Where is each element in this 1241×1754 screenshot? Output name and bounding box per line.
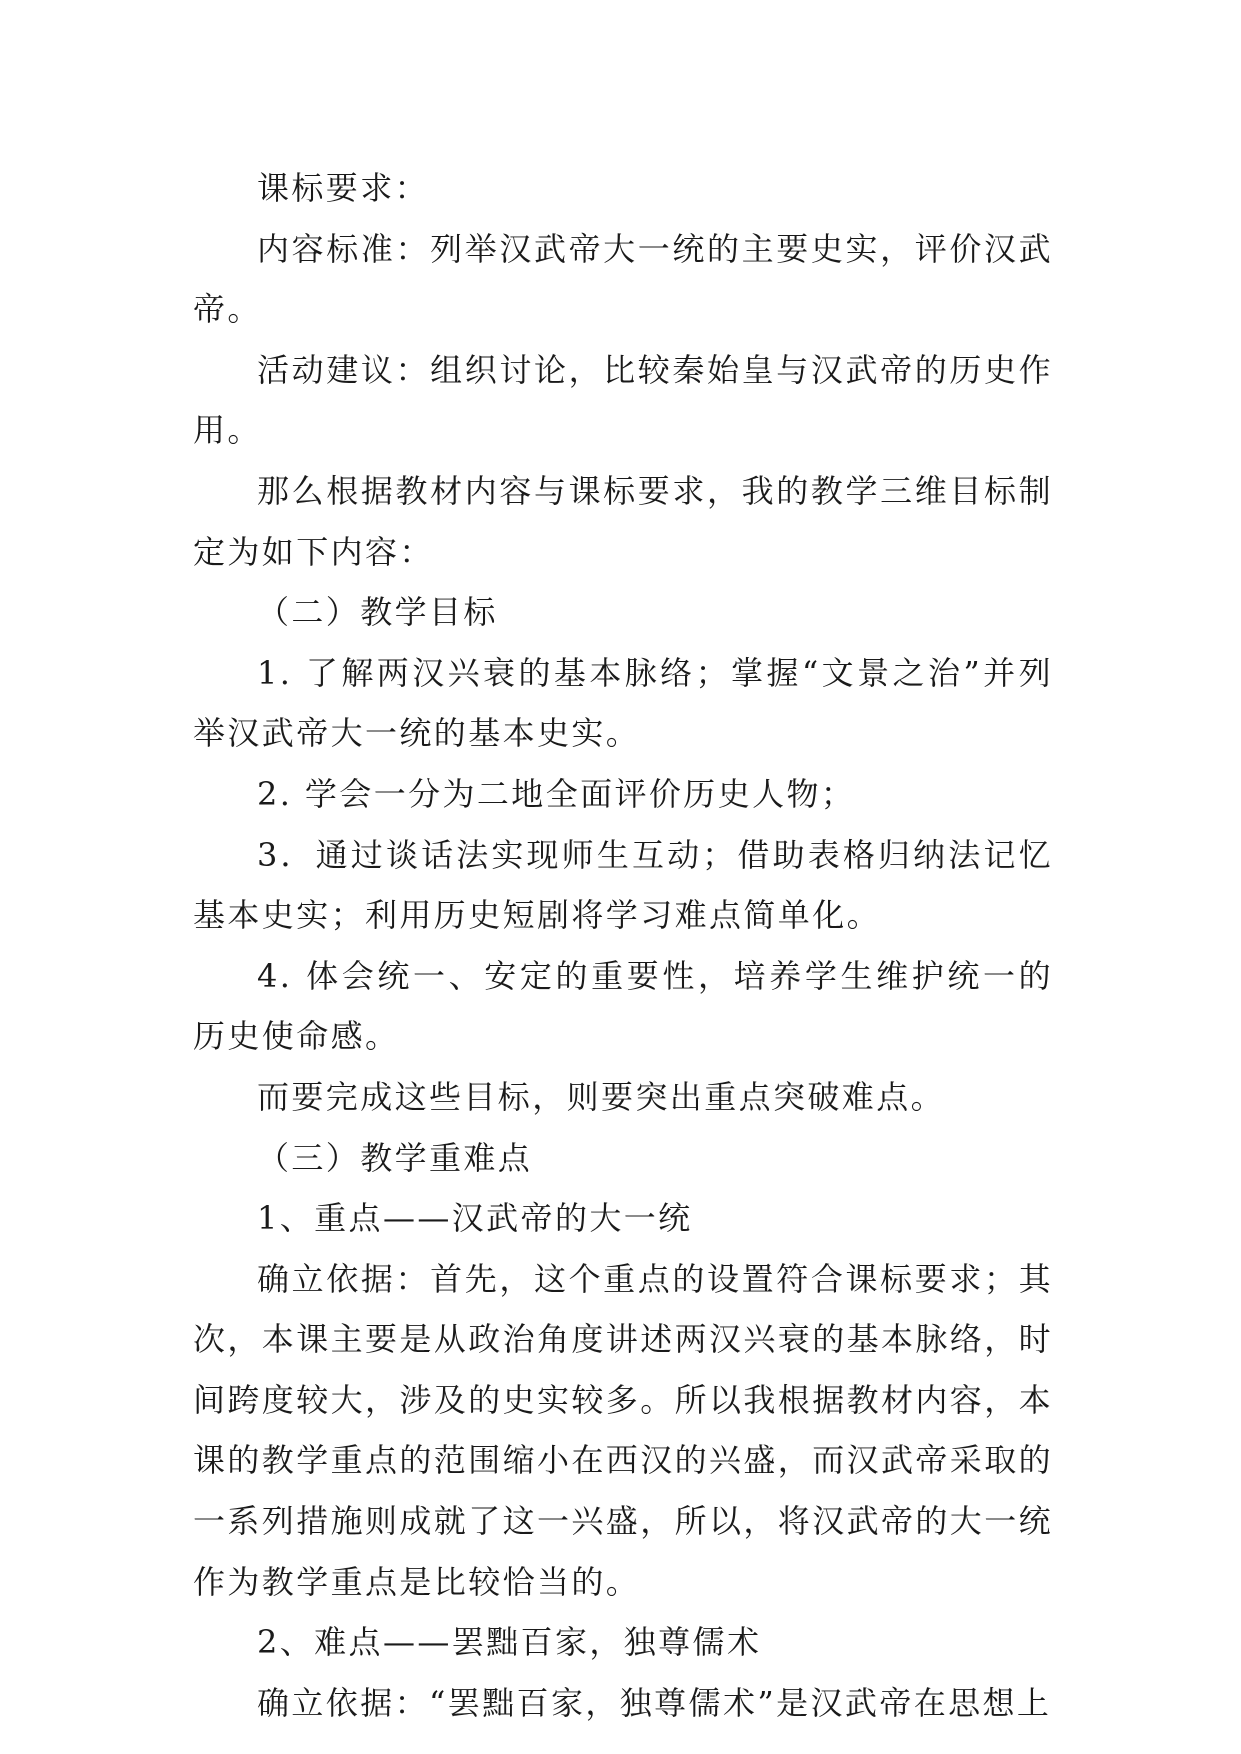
- objective-item-1: 1. 了解两汉兴衰的基本脉络；掌握“文景之治”并列举汉武帝大一统的基本史实。: [193, 653, 1053, 753]
- difficulty-title: 2、难点——罢黜百家，独尊儒术: [257, 1623, 762, 1662]
- objectives-intro-paragraph: 那么根据教材内容与课标要求，我的教学三维目标制定为如下内容：: [193, 471, 1053, 571]
- section-heading-key-points: （三）教学重难点: [257, 1138, 533, 1177]
- objective-item-2: 2. 学会一分为二地全面评价历史人物；: [257, 774, 856, 813]
- section-heading-objectives: （二）教学目标: [257, 593, 498, 632]
- course-standard-heading: 课标要求：: [257, 169, 430, 207]
- transition-paragraph: 而要完成这些目标，则要突出重点突破难点。: [257, 1077, 946, 1116]
- content-standard-paragraph: 内容标准：列举汉武帝大一统的主要史实，评价汉武帝。: [193, 229, 1053, 329]
- activity-suggestion-paragraph: 活动建议：组织讨论，比较秦始皇与汉武帝的历史作用。: [193, 350, 1053, 450]
- key-point-title: 1、重点——汉武帝的大一统: [257, 1199, 693, 1238]
- difficulty-rationale: 确立依据：“罢黜百家，独尊儒术”是汉武帝在思想上: [257, 1683, 1052, 1722]
- key-point-rationale: 确立依据：首先，这个重点的设置符合课标要求；其次，本课主要是从政治角度讲述两汉兴衰的基本脉络，时间跨度较大，涉及的史实较多。所以我根据教材内容，本课的教学重点的范围缩小在西汉的兴盛，而汉武帝采取的一系列措施则成就了这一兴盛，所以，将汉武帝的大一统作为教学重点是比较恰当的。: [193, 1259, 1054, 1601]
- objective-item-4: 4. 体会统一、安定的重要性，培养学生维护统一的历史使命感。: [193, 956, 1053, 1056]
- objective-item-3: 3．通过谈话法实现师生互动；借助表格归纳法记忆基本史实；利用历史短剧将学习难点简单化。: [193, 835, 1053, 935]
- document-body: [193, 158, 1053, 1733]
